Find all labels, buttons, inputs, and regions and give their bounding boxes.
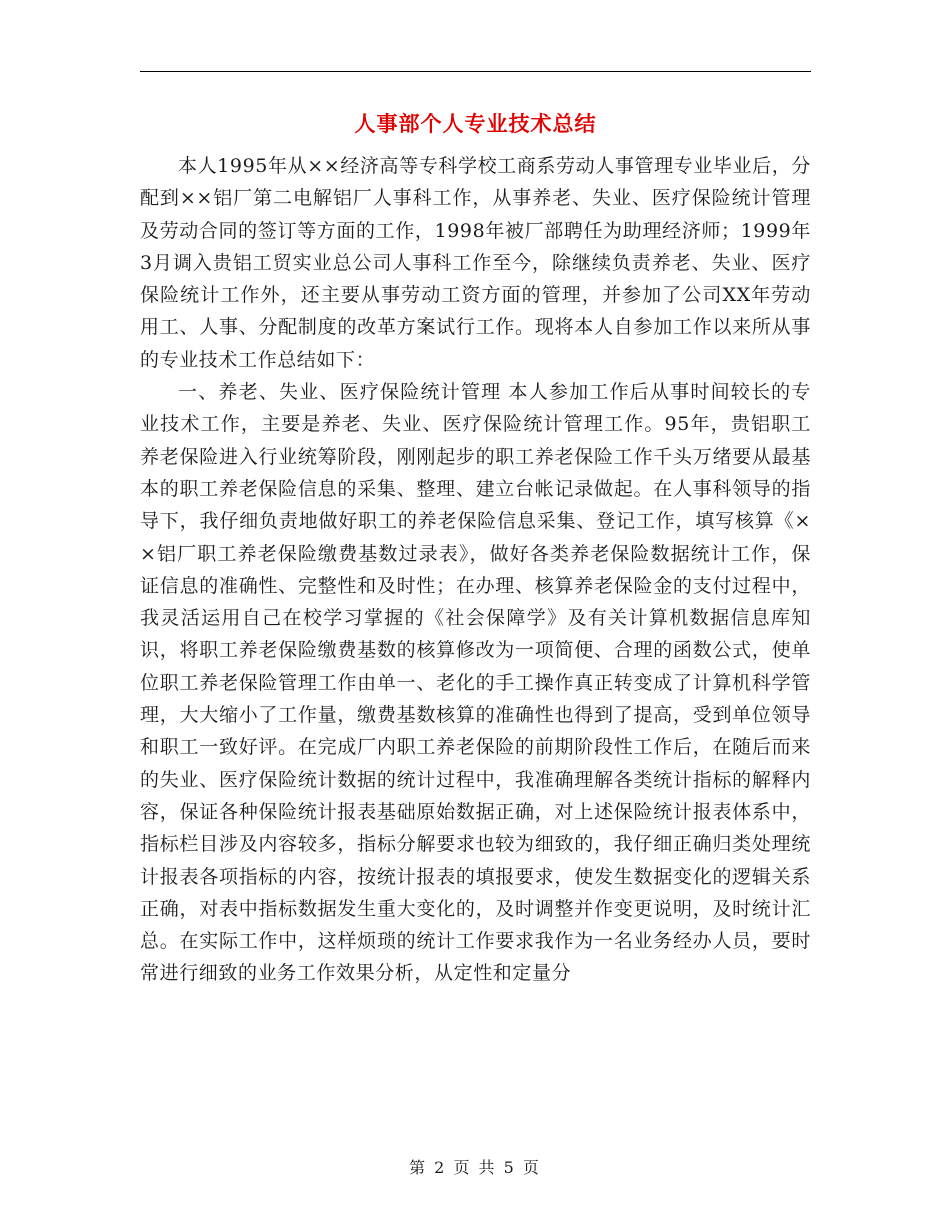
paragraph-intro: 本人1995年从××经济高等专科学校工商系劳动人事管理专业毕业后，分配到××铝厂第二电解铝厂人事科工作，从事养老、失业、医疗保险统计管理及劳动合同的签订等方面的工作，1998年被厂部聘任为助理经济师；1999年3月调入贵铝工贸实业总公司人事科工作至今，除继续负责养老、失业、医疗保险统计工作外，还主要从事劳动工资方面的管理，并参加了公司XX年劳动用工、人事、分配制度的改革方案试行工作。现将本人自参加工作以来所从事的专业技术工作总结如下： — [140, 155, 811, 371]
page-number: 第 2 页 共 5 页 — [409, 1158, 541, 1177]
document-body — [140, 150, 811, 990]
paragraph-section-1: 一、养老、失业、医疗保险统计管理 本人参加工作后从事时间较长的专业技术工作，主要是养老、失业、医疗保险统计管理工作。95年，贵铝职工养老保险进入行业统筹阶段，刚刚起步的职工养老保险工作千头万绪要从最基本的职工养老保险信息的采集、整理、建立台帐记录做起。在人事科领导的指导下，我仔细负责地做好职工的养老保险信息采集、登记工作，填写核算《××铝厂职工养老保险缴费基数过录表》，做好各类养老保险数据统计工作，保证信息的准确性、完整性和及时性；在办理、核算养老保险金的支付过程中，我灵活运用自己在校学习掌握的《社会保障学》及有关计算机数据信息库知识，将职工养老保险缴费基数的核算修改为一项简便、合理的函数公式，使单位职工养老保险管理工作由单一、老化的手工操作真正转变成了计算机科学管理，大大缩小了工作量，缴费基数核算的准确性也得到了提高，受到单位领导和职工一致好评。在完成厂内职工养老保险的前期阶段性工作后，在随后而来的失业、医疗保险统计数据的统计过程中，我准确理解各类统计指标的解释内容，保证各种保险统计报表基础原始数据正确，对上述保险统计报表体系中，指标栏目涉及内容较多，指标分解要求也较为细致的，我仔细正确归类处理统计报表各项指标的内容，按统计报表的填报要求，使发生数据变化的逻辑关系正确，对表中指标数据发生重大变化的，及时调整并作变更说明，及时统计汇总。在实际工作中，这样烦琐的统计工作要求我作为一名业务经办人员，要时常进行细致的业务工作效果分析，从定性和定量分 — [140, 381, 811, 985]
header-rule — [140, 71, 811, 72]
document-title: 人事部个人专业技术总结 — [354, 111, 597, 136]
